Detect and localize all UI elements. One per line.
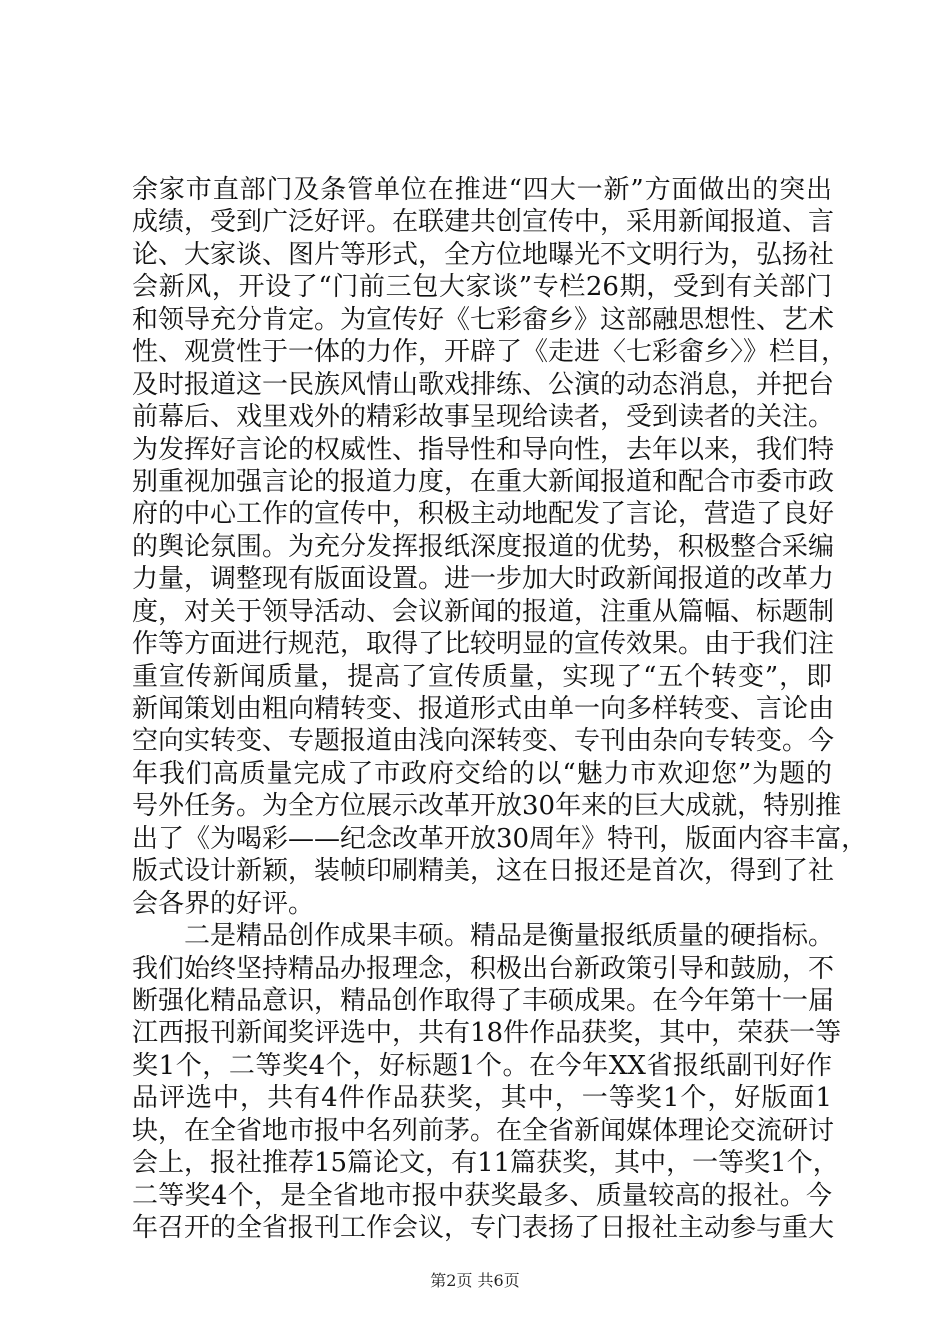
text-line: 二是精品创作成果丰硕。精品是衡量报纸质量的硬指标。 bbox=[132, 921, 835, 952]
text-line: 及时报道这一民族风情山歌戏排练、公演的动态消息，并把台 bbox=[132, 369, 835, 400]
text-line: 会上，报社推荐15篇论文，有11篇获奖，其中，一等奖1个， bbox=[132, 1148, 839, 1179]
text-line: 号外任务。为全方位展示改革开放30年来的巨大成就，特别推 bbox=[132, 791, 842, 822]
text-line: 品评选中，共有4件作品获奖，其中，一等奖1个，好版面1 bbox=[132, 1083, 832, 1114]
text-line: 重宣传新闻质量，提高了宣传质量，实现了“五个转变”，即 bbox=[132, 661, 832, 692]
text-line: 作等方面进行规范，取得了比较明显的宣传效果。由于我们注 bbox=[132, 629, 835, 660]
text-line: 块，在全省地市报中名列前茅。在全省新闻媒体理论交流研讨 bbox=[132, 1115, 835, 1146]
text-line: 力量，调整现有版面设置。进一步加大时政新闻报道的改革力 bbox=[132, 564, 835, 595]
text-line: 断强化精品意识，精品创作取得了丰硕成果。在今年第十一届 bbox=[132, 985, 835, 1016]
text-line: 出了《为喝彩——纪念改革开放30周年》特刊，版面内容丰富， bbox=[132, 823, 868, 854]
text-line: 二等奖4个，是全省地市报中获奖最多、质量较高的报社。今 bbox=[132, 1180, 832, 1211]
page-number-footer: 第2页 共6页 bbox=[430, 1271, 520, 1290]
text-line: 新闻策划由粗向精转变、报道形式由单一向多样转变、言论由 bbox=[132, 694, 835, 724]
text-line: 的舆论氛围。为充分发挥报纸深度报道的优势，积极整合采编 bbox=[132, 531, 835, 562]
text-line: 空向实转变、专题报道由浅向深转变、专刊由杂向专转变。今 bbox=[132, 726, 835, 757]
text-line: 前幕后、戏里戏外的精彩故事呈现给读者，受到读者的关注。 bbox=[132, 402, 835, 433]
text-line: 奖1个，二等奖4个，好标题1个。在今年XX省报纸副刊好作 bbox=[132, 1050, 832, 1081]
text-line: 余家市直部门及条管单位在推进“四大一新”方面做出的突出 bbox=[132, 175, 832, 205]
text-line: 会新风，开设了“门前三包大家谈”专栏26期，受到有关部门 bbox=[132, 272, 832, 303]
text-line: 会各界的好评。 bbox=[132, 888, 315, 919]
text-line: 年召开的全省报刊工作会议，专门表扬了日报社主动参与重大 bbox=[132, 1213, 835, 1243]
text-line: 版式设计新颖，装帧印刷精美，这在日报还是首次，得到了社 bbox=[132, 856, 835, 887]
text-line: 论、大家谈、图片等形式，全方位地曝光不文明行为，弘扬社 bbox=[132, 239, 835, 270]
text-line: 年我们高质量完成了市政府交给的以“魅力市欢迎您”为题的 bbox=[132, 758, 832, 789]
text-line: 府的中心工作的宣传中，积极主动地配发了言论，营造了良好 bbox=[132, 499, 835, 530]
text-line: 度，对关于领导活动、会议新闻的报道，注重从篇幅、标题制 bbox=[132, 596, 835, 627]
text-line: 成绩，受到广泛好评。在联建共创宣传中，采用新闻报道、言 bbox=[132, 207, 835, 238]
text-line: 性、观赏性于一体的力作，开辟了《走进〈七彩畲乡〉》栏目， bbox=[132, 337, 848, 368]
text-line: 和领导充分肯定。为宣传好《七彩畲乡》这部融思想性、艺术 bbox=[132, 304, 835, 335]
text-line: 别重视加强言论的报道力度，在重大新闻报道和配合市委市政 bbox=[132, 466, 835, 497]
body-text bbox=[132, 174, 868, 1244]
text-line: 我们始终坚持精品办报理念，积极出台新政策引导和鼓励，不 bbox=[132, 953, 835, 984]
text-line: 为发挥好言论的权威性、指导性和导向性，去年以来，我们特 bbox=[132, 434, 835, 465]
text-line: 江西报刊新闻奖评选中，共有18件作品获奖，其中，荣获一等 bbox=[132, 1018, 842, 1049]
